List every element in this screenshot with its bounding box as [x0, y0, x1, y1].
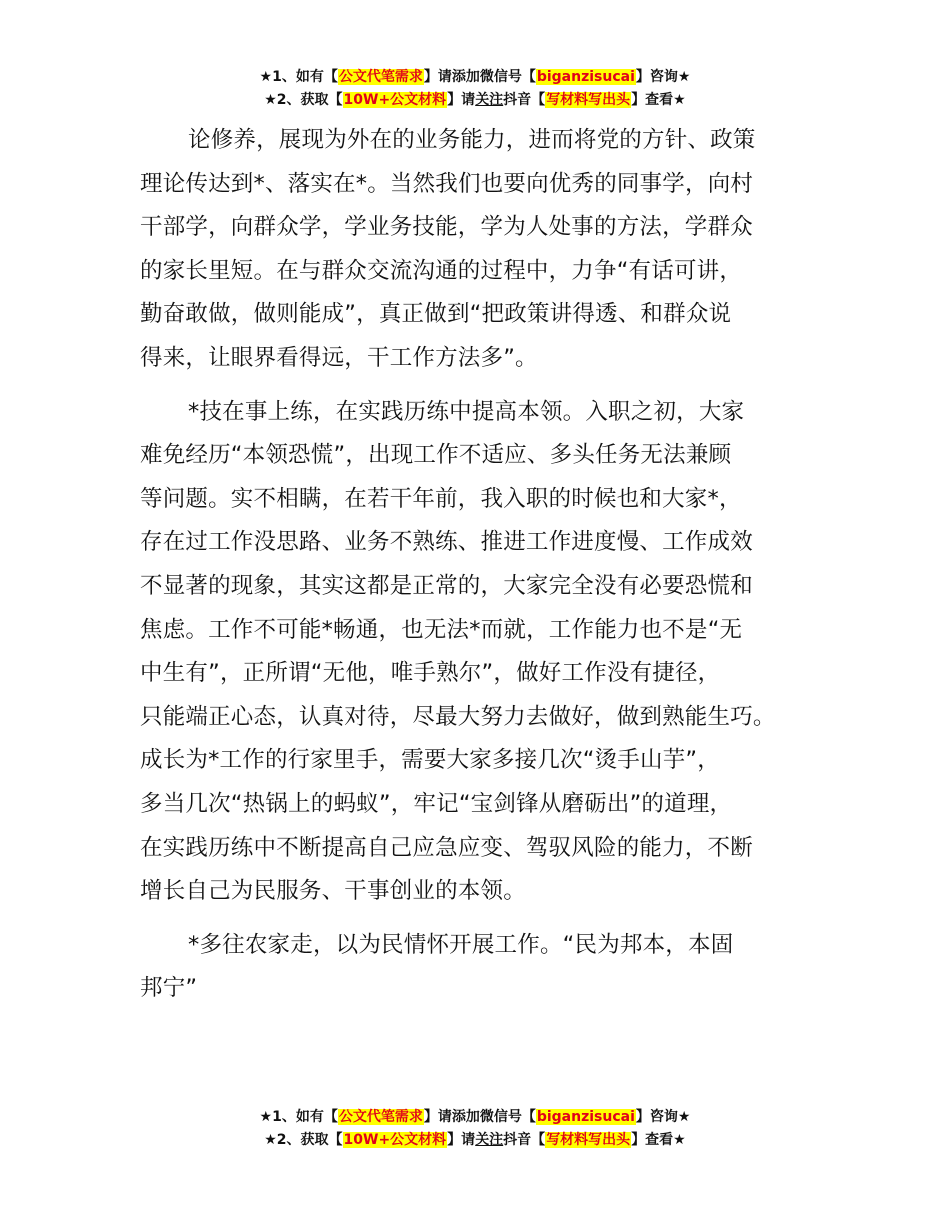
banner-emphasis: 关注: [475, 92, 504, 108]
banner-text: ★2、获取【: [264, 92, 343, 108]
banner-text: 】咨询★: [635, 69, 691, 85]
text-line: 存在过工作没思路、业务不熟练、推进工作进度慢、工作成效: [140, 529, 753, 556]
text-line: 邦宁”: [140, 975, 198, 1002]
douyin-account: 写材料写出头: [546, 1132, 631, 1148]
highlight-tag: 10W+公文材料: [343, 1132, 447, 1148]
text-line: 得来，让眼界看得远，干工作方法多”。: [140, 344, 538, 371]
banner-text: 】请: [423, 69, 452, 85]
text-line: 理论传达到*、落实在*。当然我们也要向优秀的同事学，向村: [140, 170, 754, 197]
douyin-account: 写材料写出头: [546, 92, 631, 108]
text-line: 焦虑。工作不可能*畅通，也无法*而就，工作能力也不是“无: [140, 616, 743, 643]
banner-text: ★1、如有【: [259, 69, 338, 85]
text-line: 不显著的现象，其实这都是正常的，大家完全没有必要恐慌和: [140, 572, 753, 599]
paragraph: [140, 391, 840, 914]
highlight-tag: 公文代笔需求: [338, 69, 423, 85]
paragraph: [140, 119, 840, 381]
banner-emphasis: 添加: [451, 69, 480, 85]
text-line: 增长自己为民服务、干事创业的本领。: [140, 878, 526, 905]
banner-text: ★2、获取【: [264, 1132, 343, 1148]
banner-emphasis: 添加: [451, 1109, 480, 1125]
text-line: 在实践历练中不断提高自己应急应变、驾驭风险的能力，不断: [140, 834, 753, 861]
text-line: *多往农家走，以为民情怀开展工作。“民为邦本，本固: [188, 931, 734, 958]
banner-text: 微信号【: [479, 1109, 536, 1125]
banner-text: 微信号【: [479, 69, 536, 85]
header-banner: [0, 66, 950, 112]
wechat-id: biganzisucai: [536, 69, 635, 85]
banner-text: 】请: [423, 1109, 452, 1125]
text-line: 勤奋敢做，做则能成”，真正做到“把政策讲得透、和群众说: [140, 301, 732, 328]
banner-line-1: [0, 1106, 950, 1129]
highlight-tag: 10W+公文材料: [343, 92, 447, 108]
text-line: *技在事上练，在实践历练中提高本领。入职之初，大家: [188, 398, 745, 425]
banner-text: 】请: [447, 1132, 476, 1148]
banner-emphasis: 关注: [475, 1132, 504, 1148]
wechat-id: biganzisucai: [536, 1109, 635, 1125]
banner-text: ★1、如有【: [259, 1109, 338, 1125]
text-line: 中生有”，正所谓“无他，唯手熟尔”，做好工作没有捷径，: [140, 660, 721, 687]
banner-line-1: [0, 66, 950, 89]
banner-text: 】请: [447, 92, 476, 108]
text-line: 多当几次“热锅上的蚂蚁”，牢记“宝剑锋从磨砺出”的道理，: [140, 790, 733, 817]
banner-text: 】咨询★: [635, 1109, 691, 1125]
banner-line-2: [0, 89, 950, 112]
text-line: 等问题。实不相瞒，在若干年前，我入职的时候也和大家*，: [140, 485, 742, 512]
banner-line-2: [0, 1129, 950, 1152]
paragraph: [140, 924, 840, 1011]
banner-text: 抖音【: [503, 92, 546, 108]
text-line: 论修养，展现为外在的业务能力，进而将党的方针、政策: [188, 127, 756, 153]
text-line: 成长为*工作的行家里手，需要大家多接几次“烫手山芋”，: [140, 747, 720, 774]
text-line: 难免经历“本领恐慌”，出现工作不适应、多头任务无法兼顾: [140, 442, 732, 469]
banner-text: 】查看★: [631, 1132, 686, 1148]
highlight-tag: 公文代笔需求: [338, 1109, 423, 1125]
banner-text: 】查看★: [631, 92, 686, 108]
footer-banner: [0, 1106, 950, 1152]
text-line: 干部学，向群众学，学业务技能，学为人处事的方法，学群众: [140, 214, 753, 241]
banner-text: 抖音【: [503, 1132, 546, 1148]
text-line: 的家长里短。在与群众交流沟通的过程中，力争“有话可讲，: [140, 257, 743, 284]
document-body: [140, 119, 840, 1021]
text-line: 只能端正心态，认真对待，尽最大努力去做好，做到熟能生巧。: [140, 703, 776, 730]
